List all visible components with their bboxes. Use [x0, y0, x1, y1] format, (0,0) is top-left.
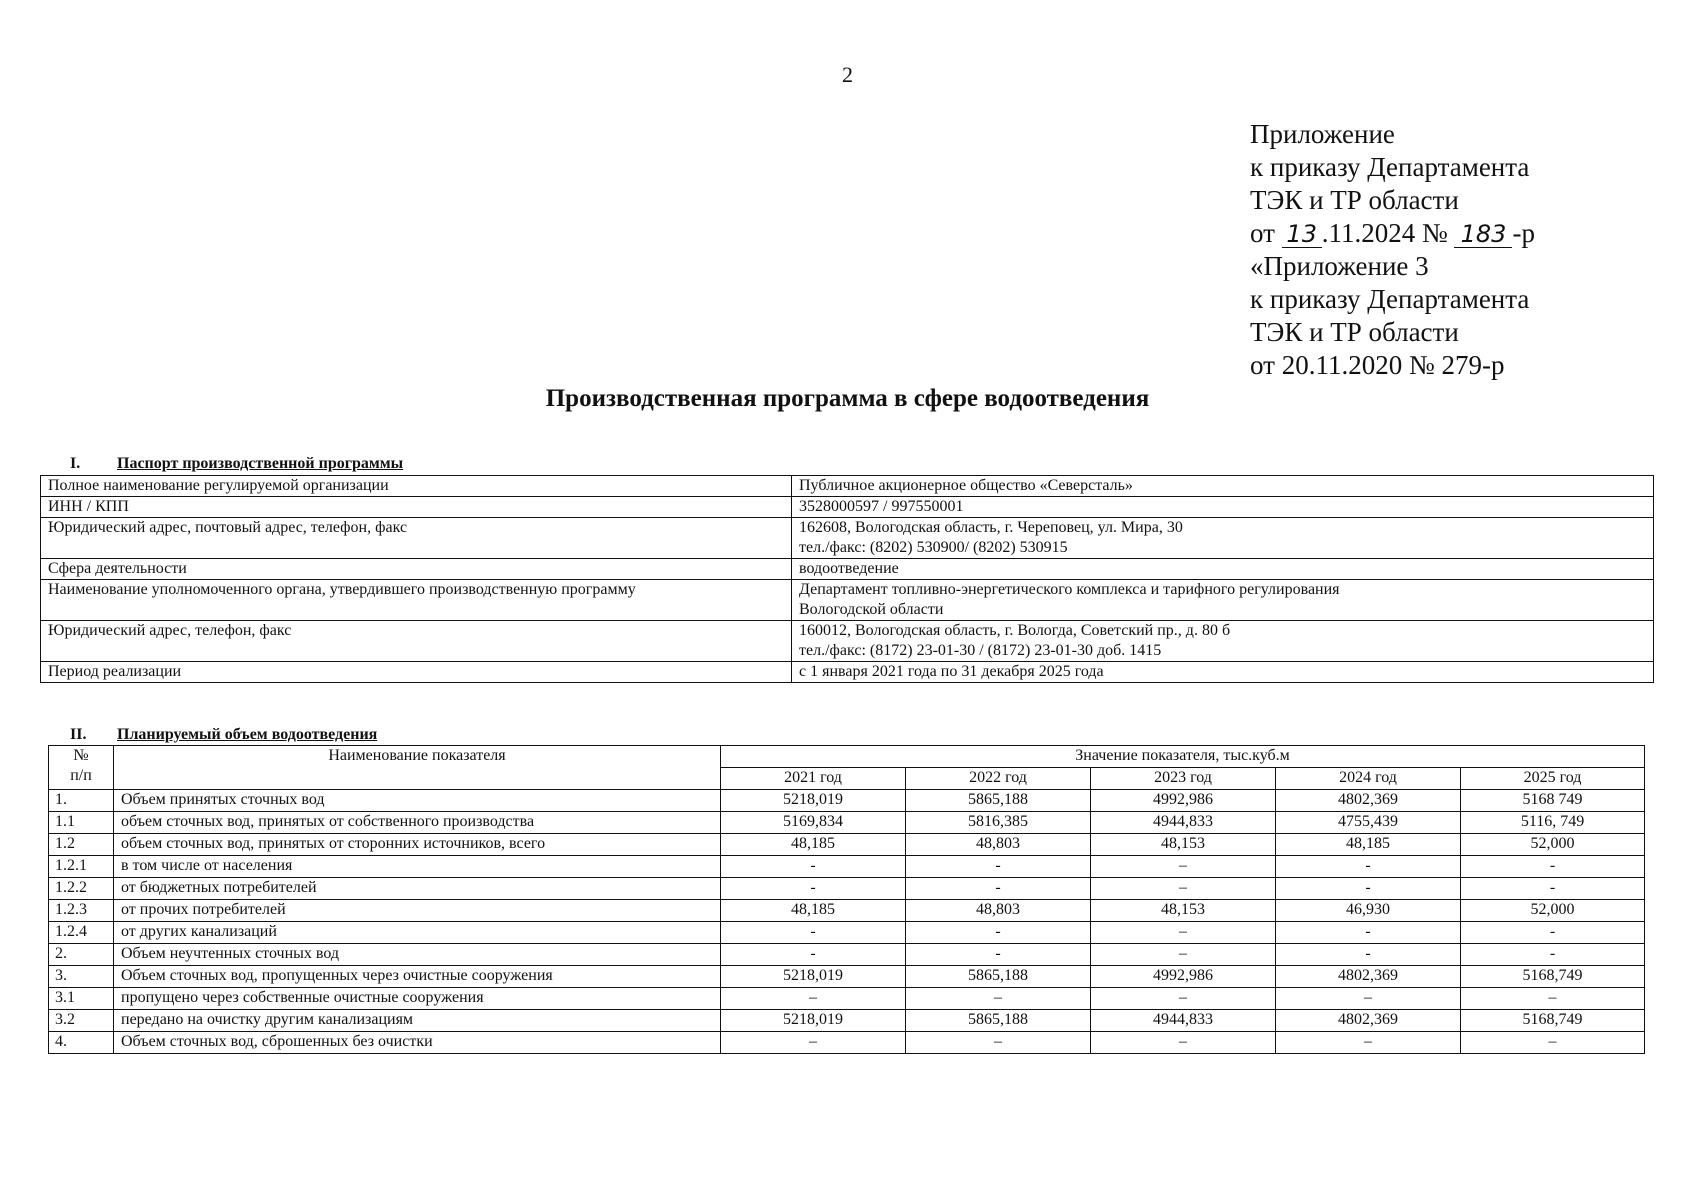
table-row: [49, 834, 1645, 856]
row-value: –: [1091, 922, 1276, 944]
table-header-row: [49, 746, 1645, 768]
row-value: –: [1091, 856, 1276, 878]
page-number: 2: [842, 62, 853, 87]
passport-value: [792, 621, 1654, 662]
document-title: Производственная программа в сфере водоотведения: [545, 385, 1150, 412]
row-number: 1.2.3: [49, 900, 114, 922]
row-name: Объем сточных вод, сброшенных без очистки: [114, 1032, 721, 1054]
table-row: [49, 988, 1645, 1010]
row-value: 48,185: [721, 834, 906, 856]
row-name: объем сточных вод, принятых от сторонних источников, всего: [114, 834, 721, 856]
section-title: Паспорт производственной программы: [117, 455, 404, 472]
row-name: Объем сточных вод, пропущенных через очистные сооружения: [114, 966, 721, 988]
row-value: -: [1461, 878, 1645, 900]
row-value: -: [721, 944, 906, 966]
order-suffix: -р: [1512, 218, 1535, 248]
section-title: Планируемый объем водоотведения: [117, 726, 378, 743]
passport-label: Период реализации: [41, 662, 792, 683]
header-text: п/п: [70, 767, 92, 784]
handwritten-day: 13: [1282, 221, 1322, 248]
table-row: [49, 812, 1645, 834]
row-value: 48,185: [1276, 834, 1461, 856]
appendix-line: от 20.11.2020 № 279-р: [1250, 350, 1505, 380]
passport-value-line: 160012, Вологодская область, г. Вологда, Советский пр., д. 80 б: [799, 622, 1231, 639]
table-row: [49, 900, 1645, 922]
table-row: [49, 1032, 1645, 1054]
handwritten-order-number: 183: [1454, 221, 1512, 248]
row-value: 48,153: [1091, 900, 1276, 922]
row-value: 52,000: [1461, 834, 1645, 856]
passport-value: [792, 518, 1654, 559]
passport-value-line: Департамент топливно-энергетического комплекса и тарифного регулирования: [799, 581, 1340, 598]
passport-value-line: Вологодской области: [799, 601, 944, 618]
passport-label: Юридический адрес, почтовый адрес, телефон, факс: [41, 518, 792, 559]
row-value: -: [1461, 944, 1645, 966]
section-number: II.: [70, 726, 87, 743]
row-name: Объем неучтенных сточных вод: [114, 944, 721, 966]
row-value: 4802,369: [1276, 1010, 1461, 1032]
column-header-number: [49, 746, 114, 790]
row-value: 5116, 749: [1461, 812, 1645, 834]
row-value: –: [1276, 1032, 1461, 1054]
row-value: 5169,834: [721, 812, 906, 834]
row-value: –: [1276, 988, 1461, 1010]
row-number: 1.2.1: [49, 856, 114, 878]
row-value: -: [1276, 922, 1461, 944]
table-row: [49, 790, 1645, 812]
row-name: от прочих потребителей: [114, 900, 721, 922]
section-number: I.: [70, 455, 81, 472]
row-value: -: [906, 856, 1091, 878]
row-value: -: [721, 922, 906, 944]
row-value: 5816,385: [906, 812, 1091, 834]
row-value: -: [721, 878, 906, 900]
passport-value-line: тел./факс: (8202) 530900/ (8202) 530915: [799, 539, 1068, 556]
row-value: 4944,833: [1091, 812, 1276, 834]
appendix-line: к приказу Департамента: [1250, 152, 1530, 182]
row-number: 3.: [49, 966, 114, 988]
table-row: [49, 856, 1645, 878]
table-row: [41, 559, 1654, 580]
row-value: 5168 749: [1461, 790, 1645, 812]
row-value: 4992,986: [1091, 790, 1276, 812]
row-value: 4755,439: [1276, 812, 1461, 834]
row-value: 46,930: [1276, 900, 1461, 922]
table-row: [49, 1010, 1645, 1032]
passport-value: [792, 476, 1654, 497]
table-row: [41, 621, 1654, 662]
row-value: –: [1091, 878, 1276, 900]
volume-table: [48, 745, 1645, 1054]
row-value: –: [1091, 944, 1276, 966]
row-value: -: [1461, 922, 1645, 944]
passport-value: [792, 580, 1654, 621]
row-value: 4992,986: [1091, 966, 1276, 988]
appendix-line: ТЭК и ТР области: [1250, 185, 1459, 215]
row-value: -: [906, 944, 1091, 966]
passport-value-line: тел./факс: (8172) 23-01-30 / (8172) 23-01-30 доб. 1415: [799, 642, 1162, 659]
row-name: передано на очистку другим канализациям: [114, 1010, 721, 1032]
appendix-line: «Приложение 3: [1250, 251, 1429, 281]
header-text: №: [73, 747, 89, 764]
row-value: -: [906, 878, 1091, 900]
row-value: -: [906, 922, 1091, 944]
table-row: [49, 922, 1645, 944]
passport-value: [792, 497, 1654, 518]
row-number: 2.: [49, 944, 114, 966]
row-value: -: [1461, 856, 1645, 878]
row-value: 4944,833: [1091, 1010, 1276, 1032]
passport-value-line: 162608, Вологодская область, г. Череповец, ул. Мира, 30: [799, 519, 1183, 536]
passport-value-line: Публичное акционерное общество «Северсталь»: [799, 477, 1133, 494]
passport-value-line: водоотведение: [799, 560, 899, 577]
passport-label: Юридический адрес, телефон, факс: [41, 621, 792, 662]
column-header-year: 2022 год: [906, 768, 1091, 790]
column-header-values: Значение показателя, тыс.куб.м: [721, 746, 1645, 768]
table-row: [41, 580, 1654, 621]
passport-value-line: 3528000597 / 997550001: [799, 498, 964, 515]
table-row: [41, 662, 1654, 683]
row-value: 4802,369: [1276, 790, 1461, 812]
row-value: –: [1461, 1032, 1645, 1054]
appendix-line: к приказу Департамента: [1250, 284, 1530, 314]
table-row: [41, 518, 1654, 559]
row-value: –: [906, 1032, 1091, 1054]
row-value: 5218,019: [721, 790, 906, 812]
row-value: –: [721, 988, 906, 1010]
table-row: [49, 944, 1645, 966]
row-number: 4.: [49, 1032, 114, 1054]
row-value: 5168,749: [1461, 966, 1645, 988]
table-row: [49, 878, 1645, 900]
table-row: [49, 966, 1645, 988]
column-header-year: 2025 год: [1461, 768, 1645, 790]
row-number: 1.1: [49, 812, 114, 834]
row-value: 52,000: [1461, 900, 1645, 922]
row-value: 5218,019: [721, 1010, 906, 1032]
row-number: 1.2.2: [49, 878, 114, 900]
row-name: объем сточных вод, принятых от собственного производства: [114, 812, 721, 834]
row-name: от других канализаций: [114, 922, 721, 944]
passport-value-line: с 1 января 2021 года по 31 декабря 2025 года: [799, 663, 1104, 680]
row-value: 48,803: [906, 834, 1091, 856]
appendix-line: ТЭК и ТР области: [1250, 317, 1459, 347]
row-value: 5865,188: [906, 790, 1091, 812]
section-2-heading: [70, 726, 377, 744]
row-value: 5168,749: [1461, 1010, 1645, 1032]
row-value: 5865,188: [906, 966, 1091, 988]
date-prefix: от: [1250, 218, 1275, 248]
table-row: [41, 476, 1654, 497]
row-value: 48,153: [1091, 834, 1276, 856]
row-value: 48,803: [906, 900, 1091, 922]
row-name: от бюджетных потребителей: [114, 878, 721, 900]
row-value: 5218,019: [721, 966, 906, 988]
row-value: 48,185: [721, 900, 906, 922]
passport-table: [40, 475, 1654, 683]
row-value: -: [1276, 944, 1461, 966]
row-number: 3.1: [49, 988, 114, 1010]
column-header-year: 2023 год: [1091, 768, 1276, 790]
row-name: Объем принятых сточных вод: [114, 790, 721, 812]
row-value: –: [1091, 1032, 1276, 1054]
row-value: -: [1276, 878, 1461, 900]
passport-label: Наименование уполномоченного органа, утвердившего производственную программу: [41, 580, 792, 621]
appendix-line: Приложение: [1250, 119, 1395, 149]
passport-label: Полное наименование регулируемой организации: [41, 476, 792, 497]
row-value: –: [1091, 988, 1276, 1010]
row-name: пропущено через собственные очистные сооружения: [114, 988, 721, 1010]
row-name: в том числе от населения: [114, 856, 721, 878]
column-header-name: Наименование показателя: [114, 746, 721, 790]
row-value: -: [721, 856, 906, 878]
row-value: –: [721, 1032, 906, 1054]
row-number: 1.2.4: [49, 922, 114, 944]
table-row: [41, 497, 1654, 518]
row-number: 1.2: [49, 834, 114, 856]
row-value: 5865,188: [906, 1010, 1091, 1032]
row-value: –: [906, 988, 1091, 1010]
row-value: –: [1461, 988, 1645, 1010]
section-1-heading: [70, 455, 403, 473]
passport-value: [792, 559, 1654, 580]
row-value: 4802,369: [1276, 966, 1461, 988]
passport-label: ИНН / КПП: [41, 497, 792, 518]
column-header-year: 2024 год: [1276, 768, 1461, 790]
row-number: 1.: [49, 790, 114, 812]
row-number: 3.2: [49, 1010, 114, 1032]
order-date-line: [1250, 217, 1535, 250]
passport-label: Сфера деятельности: [41, 559, 792, 580]
column-header-year: 2021 год: [721, 768, 906, 790]
passport-value: [792, 662, 1654, 683]
appendix-block: [1250, 118, 1535, 382]
row-value: -: [1276, 856, 1461, 878]
date-rest: .11.2024 №: [1321, 218, 1448, 248]
